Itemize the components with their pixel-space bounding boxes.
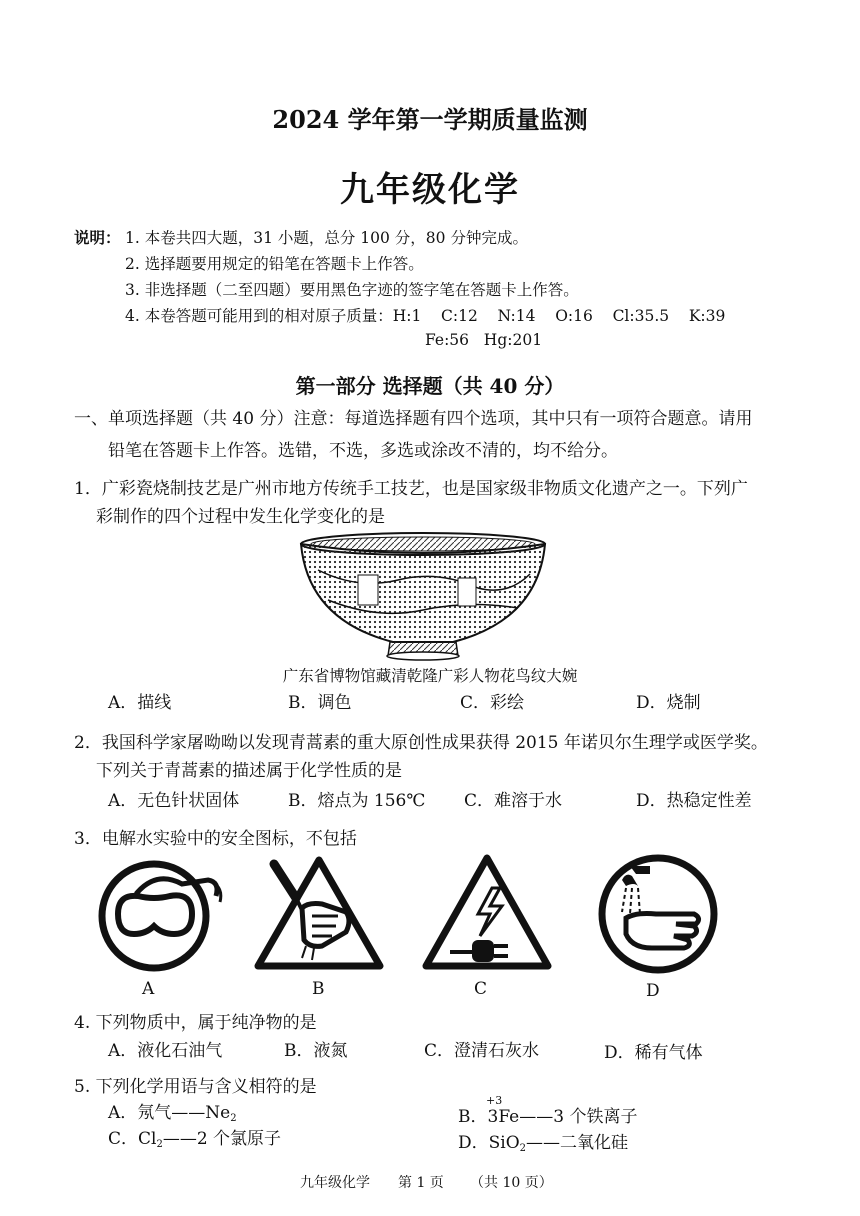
q5-option-b: B．3Fe——3 个铁离子 [458, 1107, 638, 1127]
note-item-4: 4. 本卷答题可能用到的相对原子质量：H:1 C:12 N:14 O:16 Cl:35.5 K:39 [125, 307, 726, 325]
notes-label: 说明： [74, 228, 121, 247]
footer-total: （共 10 页） [470, 1175, 553, 1191]
q3-label-b: B [312, 979, 325, 999]
footer-page: 第 1 页 [398, 1175, 444, 1191]
note-item-3: 3. 非选择题（二至四题）要用黑色字迹的签字笔在答题卡上作答。 [125, 281, 579, 299]
q2-stem-line2: 下列关于青蒿素的描述属于化学性质的是 [96, 761, 402, 781]
q1-stem-line1: 1．广彩瓷烧制技艺是广州市地方传统手工技艺，也是国家级非物质文化遗产之一。下列广 [74, 479, 748, 499]
safety-goggles-icon [96, 856, 226, 974]
exam-title: 2024 学年第一学期质量监测 [272, 105, 588, 134]
q4-stem: 4. 下列物质中，属于纯净物的是 [74, 1013, 317, 1033]
porcelain-bowl-image [298, 530, 548, 664]
q5-option-b-oxidation-state: +3 [486, 1094, 503, 1107]
q5-stem: 5. 下列化学用语与含义相符的是 [74, 1077, 317, 1097]
q1-option-d: D．烧制 [636, 693, 701, 713]
q2-option-b: B．熔点为 156℃ [288, 791, 426, 811]
q1-option-b: B．调色 [288, 693, 352, 713]
q3-stem: 3．电解水实验中的安全图标，不包括 [74, 829, 357, 849]
q5-option-c: C．$Cl_2——2$ 个氯原子 [108, 1129, 282, 1150]
q2-option-d: D．热稳定性差 [636, 791, 752, 811]
q4-option-d: D．稀有气体 [604, 1043, 703, 1063]
electrical-hazard-icon [420, 852, 554, 974]
q1-option-c: C．彩绘 [460, 693, 525, 713]
q4-option-c: C．澄清石灰水 [424, 1041, 540, 1061]
q1-stem-line2: 彩制作的四个过程中发生化学变化的是 [96, 507, 385, 527]
q1-option-a: A．描线 [108, 693, 172, 713]
q3-label-c: C [474, 979, 488, 999]
q5-option-d: D．SiO$_2$——二氧化硅 [458, 1133, 629, 1154]
q3-label-a: A [142, 979, 155, 999]
q2-option-a: A．无色针状固体 [108, 791, 240, 811]
q4-option-a: A．液化石油气 [108, 1041, 223, 1061]
footer-subject: 九年级化学 [300, 1175, 370, 1191]
wash-hands-icon [596, 852, 726, 976]
note-item-4-cont: Fe:56 Hg:201 [425, 331, 543, 349]
note-item-2: 2. 选择题要用规定的铅笔在答题卡上作答。 [125, 255, 424, 273]
q3-label-d: D [646, 981, 660, 1001]
q2-option-c: C．难溶于水 [464, 791, 563, 811]
part1-title: 第一部分 选择题（共 40 分） [295, 374, 565, 398]
sharp-object-warning-icon [252, 854, 386, 974]
section-instruction-line2: 铅笔在答题卡上作答。选错，不选，多选或涂改不清的，均不给分。 [108, 441, 618, 461]
q4-option-b: B．液氮 [284, 1041, 348, 1061]
q1-image-caption: 广东省博物馆藏清乾隆广彩人物花鸟纹大婉 [282, 667, 578, 685]
subject-title: 九年级化学 [340, 170, 520, 210]
note-item-1: 1. 本卷共四大题，31 小题，总分 100 分，80 分钟完成。 [125, 229, 528, 247]
q2-stem-line1: 2．我国科学家屠呦呦以发现青蒿素的重大原创性成果获得 2015 年诺贝尔生理学或医学奖。 [74, 733, 768, 753]
section-instruction-line1: 一、单项选择题（共 40 分）注意：每道选择题有四个选项，其中只有一项符合题意。请用 [74, 409, 753, 429]
q5-option-a: A．氖气$——Ne_2$ [108, 1103, 237, 1124]
